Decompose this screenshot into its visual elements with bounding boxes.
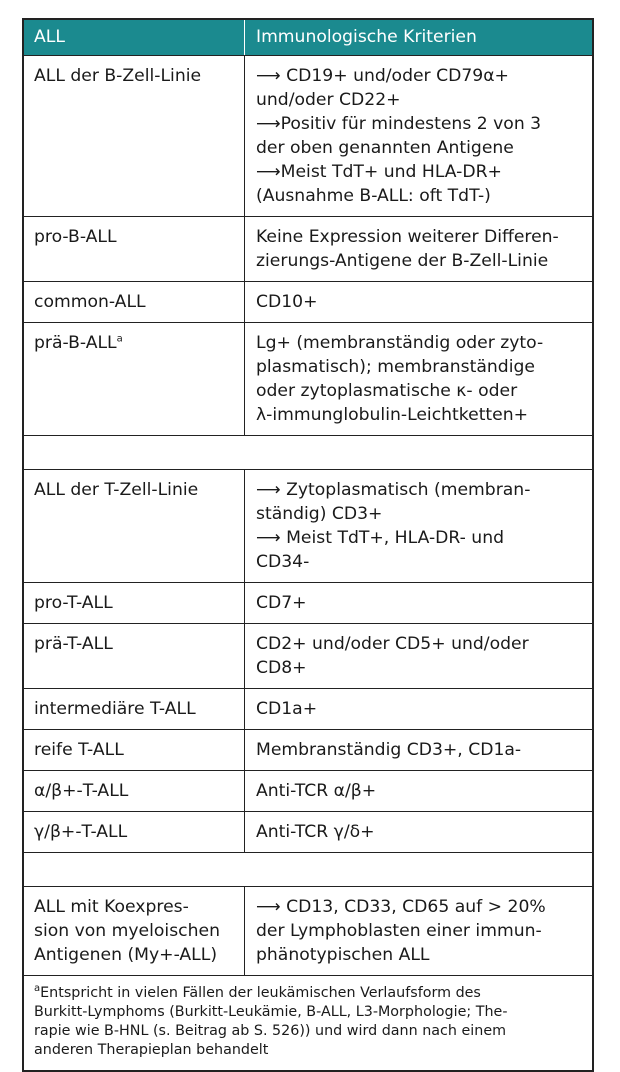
leukemia-type-cell: [24, 282, 245, 322]
leukemia-type-label: ALL der B-Zell-Linie: [34, 66, 202, 86]
empty-separator-row: [24, 852, 592, 886]
footnote-text: Entspricht in vielen Fällen der leukämischen Verlaufsform des Burkitt-Lymphoms (Burkitt-Leukämie, B-ALL, L3-Morphologie; The- rapie wie B-HNL (s. Beitrag ab S. 526)) und wird dann nach einem anderen Therapieplan behandelt: [34, 985, 508, 1058]
leukemia-type-cell: [24, 624, 245, 688]
criteria-cell: CD2+ und/oder CD5+ und/oder CD8+: [256, 634, 529, 678]
table-row: [24, 770, 592, 811]
header-criteria: Immunologische Kriterien: [256, 27, 477, 47]
criteria-cell: Anti-TCR α/β+: [256, 781, 377, 801]
leukemia-type-cell: [24, 689, 245, 729]
leukemia-type-label: common-ALL: [34, 292, 146, 312]
table-row: [24, 216, 592, 281]
leukemia-type-label: prä-B-ALL: [34, 333, 117, 353]
criteria-cell: ⟶ Zytoplasmatisch (membran- ständig) CD3+ ⟶ Meist TdT+, HLA-DR- und CD34-: [256, 480, 531, 572]
leukemia-type-cell: [24, 217, 245, 281]
criteria-cell: Membranständig CD3+, CD1a-: [256, 740, 522, 760]
criteria-cell: Lg+ (membranständig oder zyto- plasmatisch); membranständige oder zytoplasmatische κ- oder λ-immunglobulin-Leichtketten+: [256, 333, 544, 425]
table-row: [24, 322, 592, 435]
table-row: [24, 688, 592, 729]
table-row: [24, 582, 592, 623]
criteria-cell: Anti-TCR γ/δ+: [256, 822, 375, 842]
criteria-cell: Keine Expression weiterer Differen- zierungs-Antigene der B-Zell-Linie: [256, 227, 559, 271]
table-row: [24, 811, 592, 852]
leukemia-type-label: pro-B-ALL: [34, 227, 117, 247]
table-row: [24, 886, 592, 975]
criteria-cell: CD1a+: [256, 699, 318, 719]
leukemia-type-cell: [24, 730, 245, 770]
criteria-cell: ⟶ CD13, CD33, CD65 auf > 20% der Lymphoblasten einer immun- phänotypischen ALL: [256, 897, 546, 965]
b-lineage-group: [24, 55, 592, 435]
header-all: ALL: [24, 20, 245, 55]
t-lineage-group: [24, 469, 592, 852]
leukemia-type-label: intermediäre T-ALL: [34, 699, 196, 719]
leukemia-type-cell: [24, 812, 245, 852]
empty-separator-row: [24, 435, 592, 469]
criteria-cell: CD10+: [256, 292, 318, 312]
table-row: [24, 623, 592, 688]
footnote: [24, 975, 592, 1070]
criteria-cell: CD7+: [256, 593, 307, 613]
leukemia-type-label: ALL mit Koexpres- sion von myeloischen Antigenen (My+-ALL): [34, 897, 220, 965]
leukemia-type-cell: [24, 323, 245, 435]
footnote-reference: a: [116, 333, 123, 345]
table-row: [24, 469, 592, 582]
table-row: [24, 729, 592, 770]
table-header-row: [24, 20, 592, 55]
leukemia-type-label: γ/β+-T-ALL: [34, 822, 128, 842]
leukemia-type-cell: [24, 771, 245, 811]
leukemia-type-label: reife T-ALL: [34, 740, 124, 760]
immunophenotype-table: [22, 18, 594, 1072]
table-row: [24, 281, 592, 322]
leukemia-type-cell: [24, 887, 245, 975]
myeloid-coexpression-group: [24, 886, 592, 975]
footnote-mark: a: [34, 983, 41, 995]
criteria-cell: ⟶ CD19+ und/oder CD79α+ und/oder CD22+ ⟶Positiv für mindestens 2 von 3 der oben genannten Antigene ⟶Meist TdT+ und HLA-DR+ (Ausnahme B-ALL: oft TdT-): [256, 66, 542, 206]
table-row: [24, 55, 592, 216]
leukemia-type-label: pro-T-ALL: [34, 593, 113, 613]
leukemia-type-cell: [24, 470, 245, 582]
leukemia-type-label: ALL der T-Zell-Linie: [34, 480, 199, 500]
leukemia-type-label: α/β+-T-ALL: [34, 781, 129, 801]
leukemia-type-label: prä-T-ALL: [34, 634, 113, 654]
leukemia-type-cell: [24, 583, 245, 623]
leukemia-type-cell: [24, 56, 245, 216]
